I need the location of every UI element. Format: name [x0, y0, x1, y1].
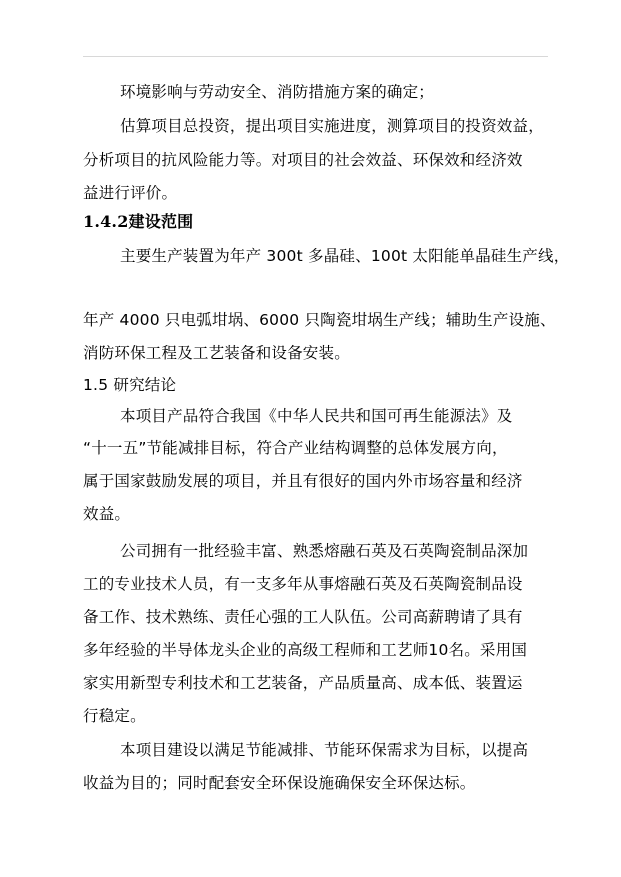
paragraph-line: 多年经验的半导体龙头企业的高级工程师和工艺师10名。采用国	[83, 641, 528, 659]
paragraph-line: 家实用新型专利技术和工艺装备，产品质量高、成本低、装置运	[83, 674, 523, 692]
header-rule	[83, 56, 548, 57]
paragraph-line: 分析项目的抗风险能力等。对项目的社会效益、环保效和经济效	[83, 151, 523, 169]
paragraph-line: 环境影响与劳动安全、消防措施方案的确定；	[120, 83, 435, 101]
paragraph-line: 益进行评价。	[83, 184, 178, 202]
paragraph-line: 公司拥有一批经验丰富、熟悉熔融石英及石英陶瓷制品深加	[120, 542, 529, 560]
paragraph-line: 备工作、技术熟练、责任心强的工人队伍。公司高薪聘请了具有	[83, 608, 523, 626]
section-heading-1-5: 1.5 研究结论	[83, 376, 177, 394]
paragraph-line: “十一五”节能减排目标，符合产业结构调整的总体发展方向，	[83, 439, 508, 457]
section-heading-1-4-2: 1.4.2建设范围	[83, 212, 194, 231]
paragraph-line: 工的专业技术人员，有一支多年从事熔融石英及石英陶瓷制品设	[83, 575, 523, 593]
paragraph-line: 行稳定。	[83, 707, 146, 725]
paragraph-line: 本项目建设以满足节能减排、节能环保需求为目标，以提高	[120, 741, 529, 759]
paragraph-line: 主要生产装置为年产 300t 多晶硅、100t 太阳能单晶硅生产线，	[120, 247, 570, 265]
paragraph-line: 本项目产品符合我国《中华人民共和国可再生能源法》及	[120, 407, 513, 425]
paragraph-line: 效益。	[83, 505, 131, 523]
paragraph-line: 收益为目的；同时配套安全环保设施确保安全环保达标。	[83, 774, 476, 792]
paragraph-line: 估算项目总投资，提出项目实施进度，测算项目的投资效益，	[120, 117, 544, 135]
paragraph-line: 年产 4000 只电弧坩埚、6000 只陶瓷坩埚生产线；辅助生产设施、	[83, 311, 556, 329]
paragraph-line: 属于国家鼓励发展的项目，并且有很好的国内外市场容量和经济	[83, 472, 523, 490]
paragraph-line: 消防环保工程及工艺装备和设备安装。	[83, 344, 350, 362]
